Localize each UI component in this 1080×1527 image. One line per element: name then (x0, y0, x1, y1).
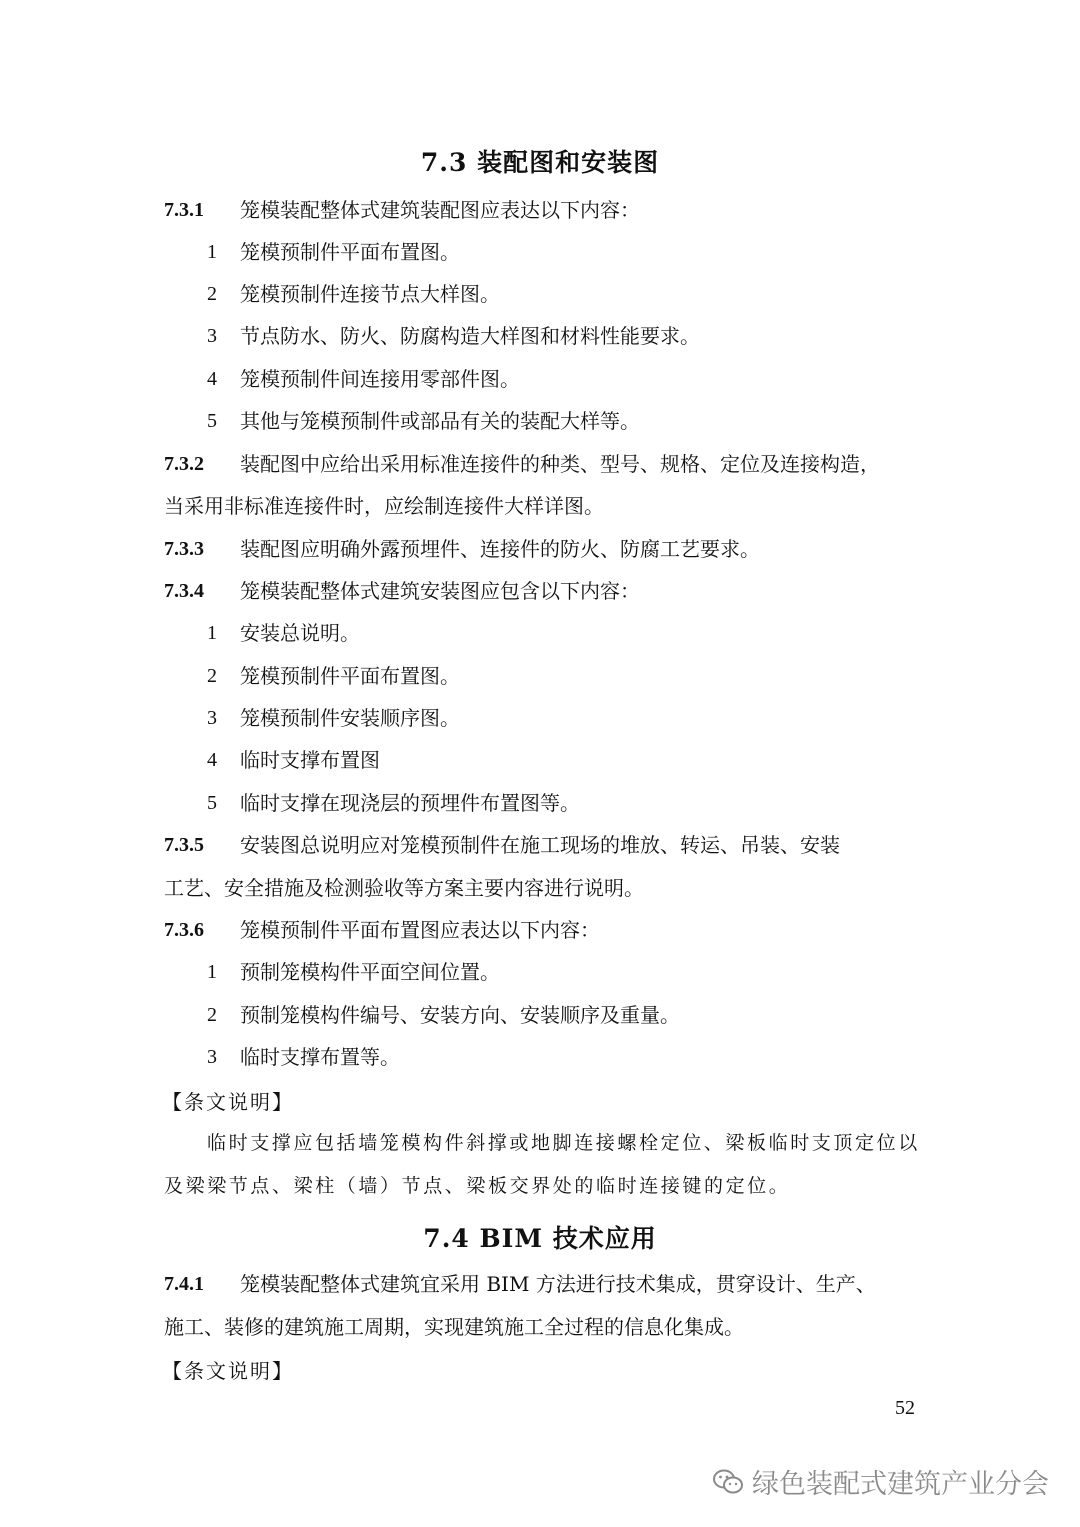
watermark-text: 绿色装配式建筑产业分会 (752, 1469, 1049, 1500)
clause-text: 工艺、安全措施及检测验收等方案主要内容进行说明。 (164, 876, 644, 900)
item-text: 预制笼模构件平面空间位置。 (240, 960, 500, 984)
item-text: 节点防水、防火、防腐构造大样图和材料性能要求。 (240, 324, 700, 348)
clause-text: 笼模预制件平面布置图应表达以下内容： (240, 918, 600, 942)
item-number: 2 (207, 1004, 217, 1026)
item-number: 4 (207, 368, 217, 390)
clause-text: 装配图中应给出采用标准连接件的种类、型号、规格、定位及连接构造， (240, 452, 880, 476)
item-number: 3 (207, 707, 217, 729)
clause-number: 7.3.3 (164, 538, 204, 560)
clause-text: 笼模装配整体式建筑装配图应表达以下内容： (240, 198, 640, 222)
item-number: 1 (207, 961, 217, 983)
item-number: 5 (207, 410, 217, 432)
item-text: 笼模预制件间连接用零部件图。 (240, 367, 520, 391)
item-text: 其他与笼模预制件或部品有关的装配大样等。 (240, 409, 640, 433)
explanation-text: 临时支撑应包括墙笼模构件斜撑或地脚连接螺栓定位、梁板临时支顶定位以 (207, 1132, 920, 1154)
page-number: 52 (895, 1397, 915, 1419)
clause-text: 当采用非标准连接件时，应绘制连接件大样详图。 (164, 494, 604, 518)
item-number: 2 (207, 665, 217, 687)
section-heading-7-3: 7.3 装配图和安装图 (420, 148, 660, 177)
section-heading-7-4: 7.4 BIM 技术应用 (423, 1224, 657, 1253)
clause-text: 施工、装修的建筑施工周期，实现建筑施工全过程的信息化集成。 (164, 1315, 744, 1339)
item-text: 笼模预制件平面布置图。 (240, 664, 460, 688)
clause-number: 7.3.6 (164, 919, 204, 941)
clause-number: 7.3.2 (164, 453, 204, 475)
item-text: 临时支撑布置图 (240, 748, 380, 772)
item-text: 笼模预制件连接节点大样图。 (240, 282, 500, 306)
explanation-text: 及梁梁节点、梁柱（墙）节点、梁板交界处的临时连接键的定位。 (164, 1175, 791, 1197)
item-number: 3 (207, 1046, 217, 1068)
clause-number: 7.3.1 (164, 199, 204, 221)
explanation-title: 【条文说明】 (162, 1090, 294, 1114)
item-number: 1 (207, 622, 217, 644)
item-number: 5 (207, 792, 217, 814)
item-number: 2 (207, 283, 217, 305)
item-text: 笼模预制件安装顺序图。 (240, 706, 460, 730)
clause-text: 笼模装配整体式建筑安装图应包含以下内容： (240, 579, 640, 603)
item-number: 3 (207, 325, 217, 347)
clause-text: 装配图应明确外露预埋件、连接件的防火、防腐工艺要求。 (240, 537, 760, 561)
explanation-title: 【条文说明】 (162, 1359, 294, 1383)
item-number: 4 (207, 749, 217, 771)
clause-text: 安装图总说明应对笼模预制件在施工现场的堆放、转运、吊装、安装 (240, 833, 840, 857)
item-text: 临时支撑在现浇层的预埋件布置图等。 (240, 791, 580, 815)
watermark (712, 1462, 1049, 1501)
wechat-icon (712, 1468, 744, 1496)
clause-number: 7.3.5 (164, 834, 204, 856)
item-text: 预制笼模构件编号、安装方向、安装顺序及重量。 (240, 1003, 680, 1027)
clause-number: 7.4.1 (164, 1273, 204, 1295)
item-text: 笼模预制件平面布置图。 (240, 240, 460, 264)
item-text: 临时支撑布置等。 (240, 1045, 400, 1069)
item-number: 1 (207, 241, 217, 263)
item-text: 安装总说明。 (240, 621, 360, 645)
clause-number: 7.3.4 (164, 580, 204, 602)
clause-text: 笼模装配整体式建筑宜采用 BIM 方法进行技术集成，贯穿设计、生产、 (240, 1272, 876, 1296)
